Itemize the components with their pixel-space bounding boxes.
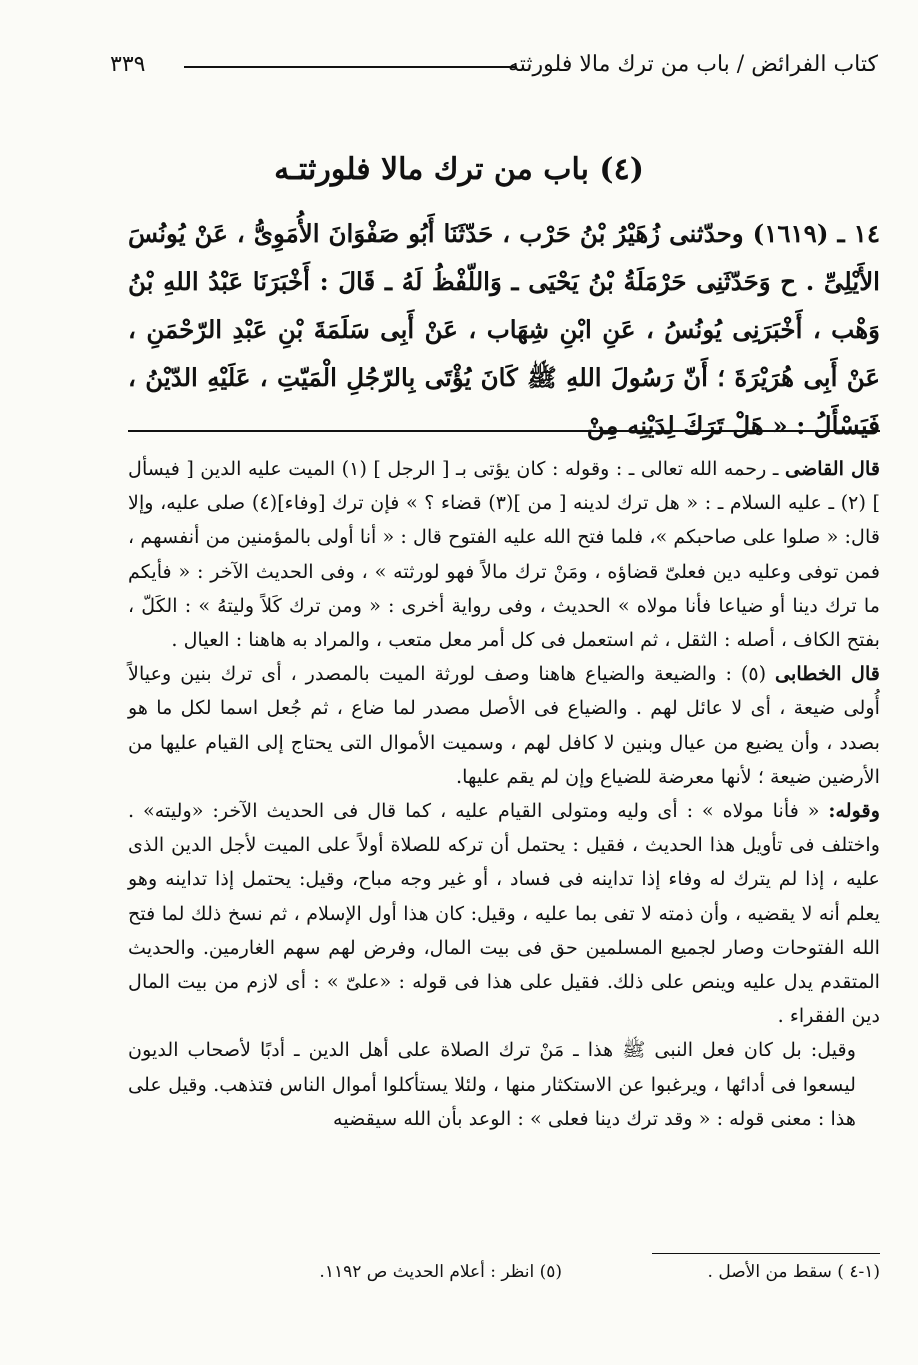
qadi-label: قال القاضى (784, 457, 880, 480)
khattabi-paragraph (128, 657, 880, 794)
footnote-2: (٥) انظر : أعلام الحديث ص ١١٩٢. (319, 1262, 562, 1282)
chapter-heading: (٤) باب من ترك مالا فلورثتـه (274, 152, 644, 187)
khattabi-text: (٥) : والضيعة والضياع هاهنا وصف لورثة الميت بالمصدر ، أى ترك بنين وعيالاً أُولى ضيعة ، أى لا عائل لهم . والضياع فى الأصل مصدر لما ضاع ، ثم جُعل اسما لكل ما هو بصدد ، وأن يضيع من عيال وبنين لا كافل لهم ، وسميت الأموال التى يحتاج إلى القيام عليها من الأرضين ضيعة ؛ لأنها معرضة للضياع وإن لم يقم عليها. (128, 662, 880, 788)
commentary (128, 452, 880, 1136)
qadi-paragraph (128, 452, 880, 657)
qadi-text: ـ رحمه الله تعالى ـ : وقوله : كان يؤتى بـ [ الرجل ] (١) الميت عليه الدين [ فيسأل ] (٢) ـ عليه السلام ـ : « هل ترك لدينه [ من ](٣) قضاء ؟ » فإن ترك [وفاء](٤) صلى عليه، وإلا قال: « صلوا على صاحبكم »، فلما فتح الله عليه الفتوح قال : « أنا أولى بالمؤمنين من أنفسهم ، فمن توفى وعليه دين فعلىّ قضاؤه ، ومَنْ ترك مالاً فهو لورثته » ، وفى الحديث الآخر : « فأيكم ما ترك دينا أو ضياعا فأنا مولاه » الحديث ، وفى رواية أخرى : « ومن ترك كَلاً وليتهُ » : الكَلّ ، بفتح الكاف ، أصله : الثقل ، ثم استعمل فى كل أمر معل متعب ، والمراد به هاهنا : العيال . (128, 457, 880, 652)
final-paragraph: وقيل: بل كان فعل النبى ﷺ هذا ـ مَنْ ترك الصلاة على أهل الدين ـ أدبًا لأصحاب الديون ليسعوا فى أدائها ، ويرغبوا عن الاستكثار منها ، ولئلا يستأكلوا أموال الناس فتذهب. وقيل على هذا : معنى قوله : « وقد ترك دينا فعلى » : الوعد بأن الله سيقضيه (128, 1038, 856, 1130)
footnotes (128, 1262, 880, 1294)
header-title: كتاب الفرائض / باب من ترك مالا فلورثته (507, 52, 878, 77)
page-number: ٣٣٩ (110, 52, 146, 77)
running-header (110, 52, 878, 88)
hadith-text: ١٤ ـ (١٦١٩) وحدّثنى زُهَيْرُ بْنُ حَرْب ، حَدّثَنَا أَبُو صَفْوَانَ الأُمَوِىُّ ، عَنْ يُونُسَ الأَيْلِىِّ . ح وَحَدّثَنِى حَرْمَلَةُ بْنُ يَحْيَى ـ وَاللّفْظُ لَهُ ـ قَالَ : أَخْبَرَنَا عَبْدُ اللهِ بْنُ وَهْب ، أَخْبَرَنِى يُونُسُ ، عَنِ ابْنِ شِهَاب ، عَنْ أَبِى سَلَمَةَ بْنِ عَبْدِ الرّحْمَنِ ، عَنْ أَبِى هُرَيْرَةَ ؛ أَنّ رَسُولَ اللهِ ﷺ كَانَ يُؤْتَى بِالرّجُلِ الْمَيّتِ ، عَلَيْهِ الدّيْنُ ، فَيَسْأَلُ : « هَلْ تَرَكَ لِدَيْنِه مِنْ (128, 219, 880, 440)
khattabi-label: قال الخطابى (775, 662, 880, 686)
section-divider (128, 430, 880, 432)
header-rule (184, 66, 516, 68)
footnote-1: (١-٤ ) سقط من الأصل . (707, 1262, 880, 1282)
qawluhu-label: وقوله: (828, 799, 880, 823)
qawluhu-text: « فأنا مولاه » : أى وليه ومتولى القيام عليه ، كما قال فى الحديث الآخر: «وليته» . واختلف فى تأويل هذا الحديث ، فقيل : يحتمل أن تركه للصلاة أولاً على الميت لأجل الدين الذى عليه ، إذا لم يترك له وفاء إذا تداينه فى فساد ، أو غير وجه مباح، وقيل: يحتمل إذا تداينه وهو يعلم أنه لا يقضيه ، وأن ذمته لا تفى بما عليه ، وقيل: كان هذا أول الإسلام ، ثم نسخ ذلك لما فتح الله الفتوحات وصار لجميع المسلمين حق فى بيت المال، وفرض لهم سهم الغارمين. والحديث المتقدم يدل عليه وينص على ذلك. فقيل على هذا فى قوله : «علىّ » : أى لازم من بيت المال دين الفقراء . (128, 799, 880, 1028)
qawluhu-paragraph (128, 794, 880, 1033)
footnote-rule (652, 1253, 880, 1254)
